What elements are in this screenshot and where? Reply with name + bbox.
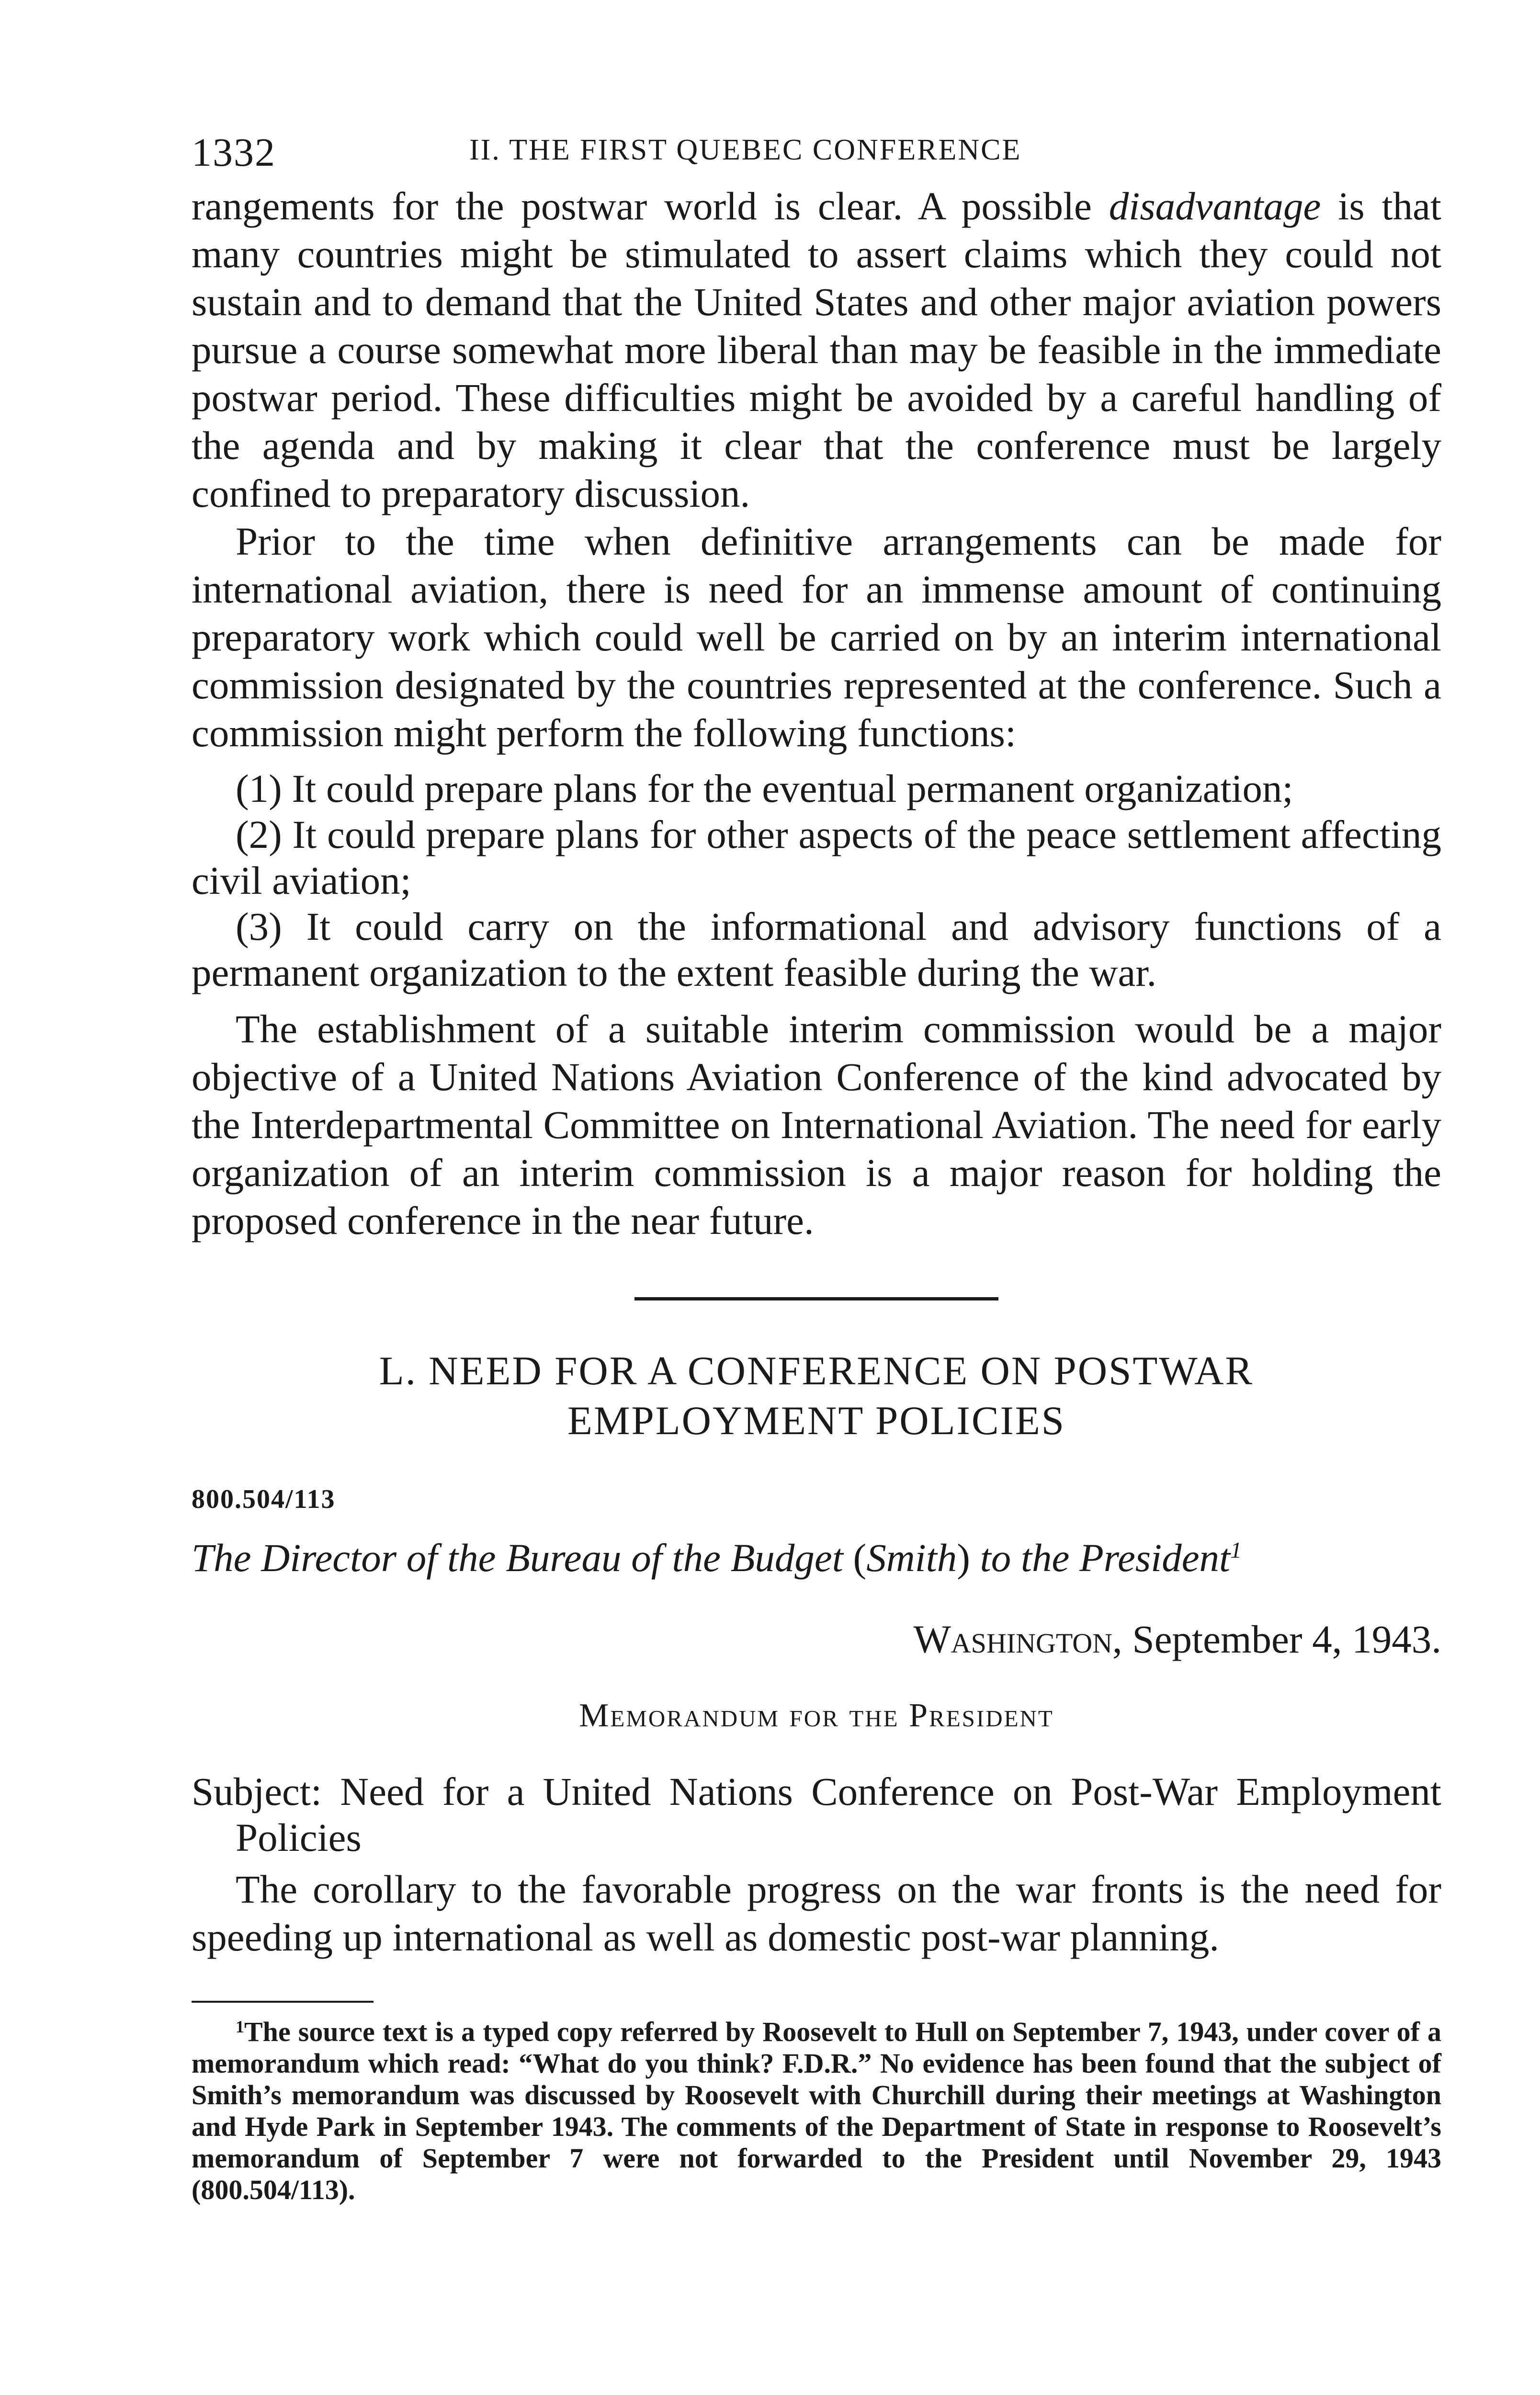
dateline-place: Washington [913, 1617, 1113, 1661]
section-heading-line-2: EMPLOYMENT POLICIES [567, 1398, 1066, 1443]
function-item-2: (2) It could prepare plans for other aspects of the peace settlement affecting civil aviation; [192, 812, 1441, 902]
footnote-rule [192, 2001, 374, 2003]
title-part-1: The Director of the Bureau of the Budget [192, 1536, 853, 1580]
section-divider [634, 1297, 998, 1300]
paragraph-interim-work: Prior to the time when definitive arrangements can be made for international aviation, there is need for an immense amount of continuing preparatory work which could well be carried on by an interim international commission designated by the countries represented at the conference. Such a commission might perform the following functions: [192, 519, 1441, 755]
document-title [192, 1534, 1441, 1582]
memo-subject [192, 1768, 1441, 1860]
file-number: 800.504/113 [192, 1484, 336, 1514]
memo-heading: Memorandum for the President [579, 1697, 1054, 1734]
continuation-text-before: rangements for the postwar world is clear. A possible [192, 184, 1109, 228]
continuation-text-after: is that many countries might be stimulated to assert claims which they could not sustain and to demand that the United States and other major aviation powers pursue a course somewhat more liberal than may be feasible in the immediate postwar period. These difficulties might be avoided by a careful handling of the agenda and by making it clear that the conference must be largely confined to preparatory discussion. [192, 184, 1441, 515]
footnote-reference[interactable]: 1 [1230, 1538, 1242, 1563]
subject-label: Subject: [192, 1769, 322, 1813]
main-text [192, 182, 1441, 1244]
dateline [192, 1615, 1441, 1663]
section-heading-line-1: L. NEED FOR A CONFERENCE ON POSTWAR [379, 1348, 1254, 1393]
dateline-date: , September 4, 1943. [1112, 1617, 1441, 1661]
functions-list [192, 765, 1441, 995]
section-heading [192, 1346, 1441, 1446]
footnote-marker: 1 [236, 2017, 244, 2036]
memo-body: The corollary to the favorable progress on the war fronts is the need for speeding up international as well as domestic post-war planning. [192, 1867, 1441, 1959]
title-paren-open: ( [853, 1536, 867, 1580]
paragraph-interim-commission: The establishment of a suitable interim commission would be a major objective of a United Nations Aviation Conference of the kind advocated by the Interdepartmental Committee on International Aviation. The need for early organization of an interim commission is a major reason for holding the proposed conference in the near future. [192, 1007, 1441, 1243]
running-title: II. THE FIRST QUEBEC CONFERENCE [469, 134, 1022, 166]
title-name: Smith [866, 1536, 957, 1580]
running-head [192, 120, 1441, 182]
paragraph-continuation [192, 182, 1441, 517]
function-item-3: (3) It could carry on the informational and advisory functions of a permanent organization to the extent feasible during the war. [192, 904, 1441, 994]
page-number: 1332 [192, 130, 276, 175]
function-item-1: (1) It could prepare plans for the eventual permanent organization; [236, 766, 1293, 810]
footnote-text: The source text is a typed copy referred by Roosevelt to Hull on September 7, 1943, under cover of a memorandum which read: “What do you think? F.D.R.” No evidence has been found that the subject of Smith’s memorandum was discussed by Roosevelt with Churchill during their meetings at Washington and Hyde Park in September 1943. The comments of the Department of State in response to Roosevelt’s memorandum of September 7 were not forwarded to the President until November 29, 1943 (800.504/113). [192, 2016, 1441, 2205]
footnote [192, 2016, 1441, 2206]
title-paren-close: ) [957, 1536, 970, 1580]
title-part-2: to the President [970, 1536, 1231, 1580]
subject-text: Need for a United Nations Conference on Post-War Employment Policies [236, 1769, 1441, 1859]
document-page [192, 120, 1441, 2234]
emphasis-disadvantage: disadvantage [1109, 184, 1321, 228]
